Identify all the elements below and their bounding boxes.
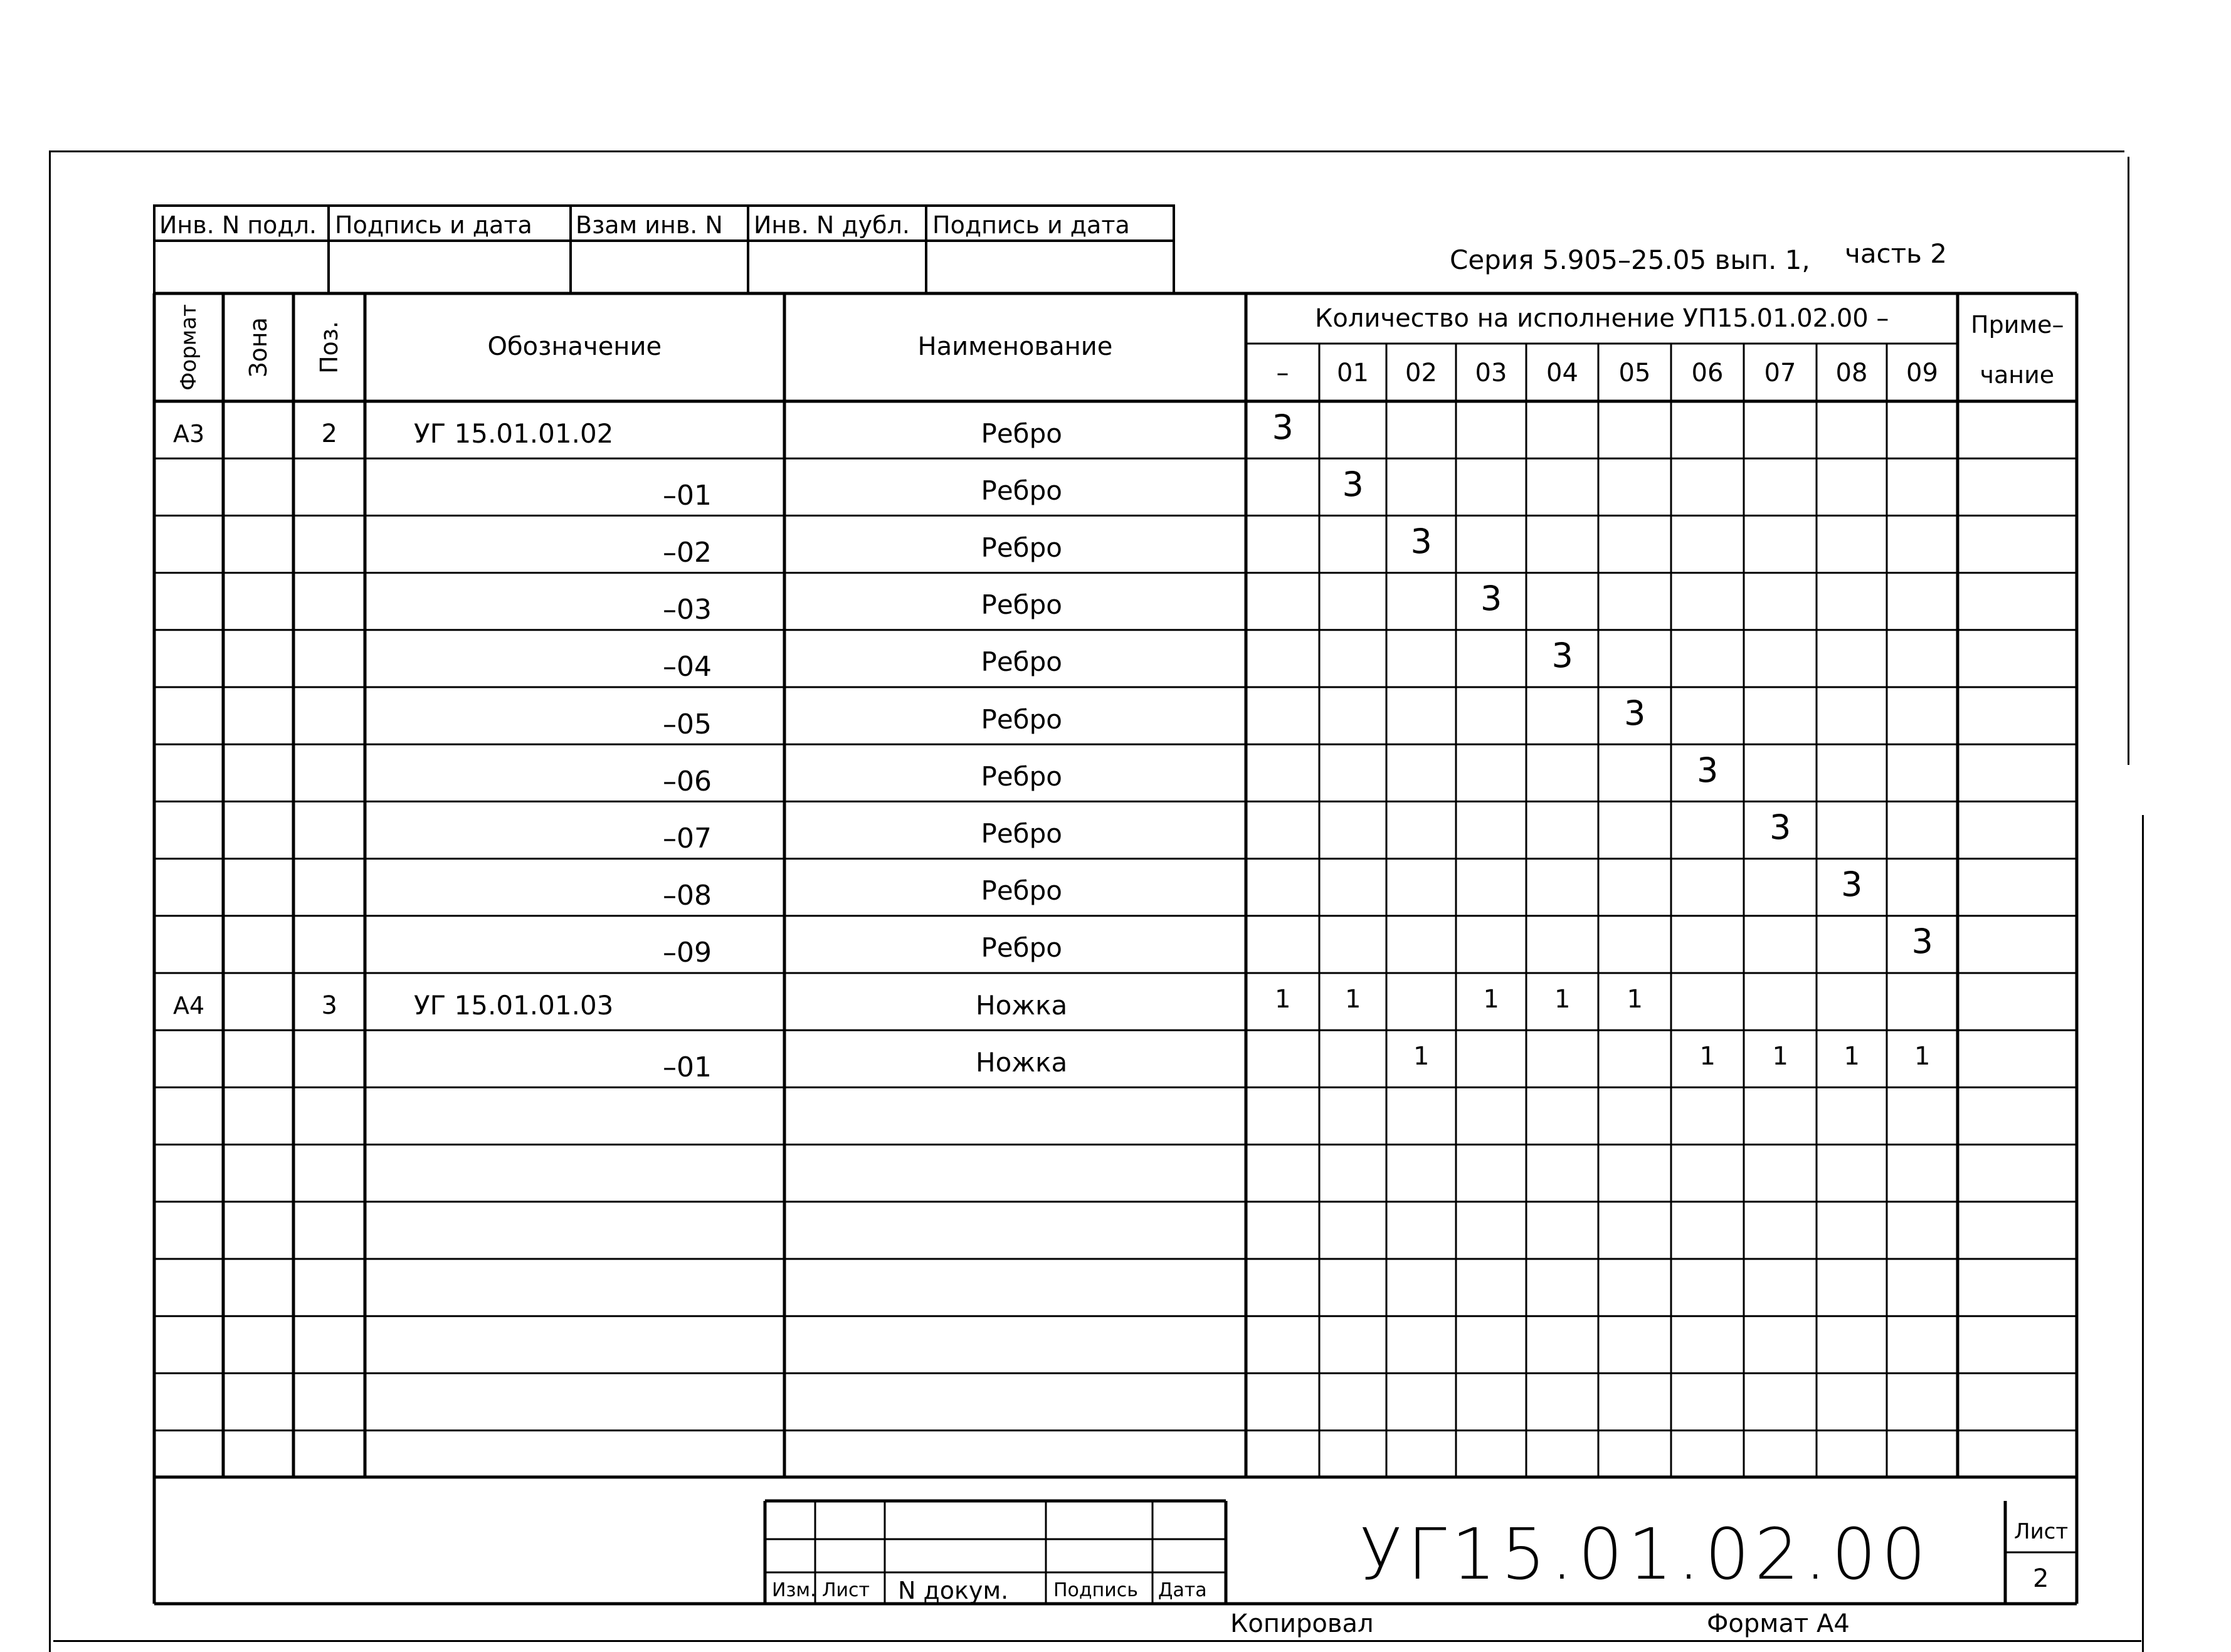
row-quantity: 1 xyxy=(1413,1041,1430,1071)
row-name: Ребро xyxy=(981,532,1062,563)
row-quantity: 1 xyxy=(1554,984,1571,1014)
row-quantity: 1 xyxy=(1843,1041,1860,1071)
row-designation-suffix: –03 xyxy=(663,594,712,626)
stamp-header-signature-date-2: Подпись и дата xyxy=(932,211,1130,239)
row-name: Ребро xyxy=(981,418,1062,449)
row-designation-suffix: –04 xyxy=(663,651,712,683)
title-label-list: Лист xyxy=(822,1579,870,1601)
header-variant-03: 03 xyxy=(1475,359,1507,387)
row-name: Ребро xyxy=(981,475,1062,506)
stamp-header-inv-podl: Инв. N подл. xyxy=(159,211,317,239)
row-designation-suffix: –02 xyxy=(663,537,712,569)
row-designation: УГ 15.01.01.03 xyxy=(414,989,614,1021)
row-quantity: 1 xyxy=(1914,1041,1931,1071)
series-part: часть 2 xyxy=(1845,238,1947,269)
header-note-line2: чание xyxy=(1980,361,2055,389)
header-variant-09: 09 xyxy=(1906,359,1938,387)
header-variant-06: 06 xyxy=(1691,359,1724,387)
row-quantity: 3 xyxy=(1342,464,1364,504)
row-quantity: 3 xyxy=(1551,636,1573,676)
row-quantity: 3 xyxy=(1410,522,1432,561)
row-name: Ножка xyxy=(976,989,1068,1021)
row-designation-suffix: –09 xyxy=(663,937,712,969)
row-quantity: 3 xyxy=(1911,922,1933,962)
header-note-line1: Приме– xyxy=(1971,311,2064,339)
header-name: Наименование xyxy=(917,332,1113,361)
row-quantity: 3 xyxy=(1697,750,1719,790)
row-designation-suffix: –06 xyxy=(663,765,712,797)
header-variant-08: 08 xyxy=(1835,359,1868,387)
series-label: Серия 5.905–25.05 вып. 1, xyxy=(1450,245,1810,275)
row-name: Ребро xyxy=(981,760,1062,792)
row-name: Ребро xyxy=(981,818,1062,849)
header-variant-01: 01 xyxy=(1337,359,1369,387)
row-pos: 3 xyxy=(321,991,337,1020)
header-zone: Зона xyxy=(245,317,272,377)
title-label-doc-number: N докум. xyxy=(898,1577,1009,1604)
row-quantity: 1 xyxy=(1345,984,1361,1014)
row-designation-suffix: –08 xyxy=(663,880,712,912)
row-quantity: 3 xyxy=(1841,865,1863,905)
header-designation: Обозначение xyxy=(487,332,662,361)
footer-copied: Копировал xyxy=(1230,1609,1374,1638)
row-designation-suffix: –07 xyxy=(663,823,712,855)
row-format: А3 xyxy=(173,419,205,448)
row-quantity: 1 xyxy=(1275,984,1291,1014)
row-quantity: 3 xyxy=(1272,407,1294,447)
row-pos: 2 xyxy=(321,419,337,448)
row-quantity: 1 xyxy=(1699,1041,1716,1071)
row-quantity: 1 xyxy=(1627,984,1643,1014)
header-variant-02: 02 xyxy=(1405,359,1437,387)
row-name: Ребро xyxy=(981,875,1062,907)
stamp-header-vzam-inv: Взам инв. N xyxy=(576,211,723,239)
row-quantity: 1 xyxy=(1772,1041,1788,1071)
row-quantity: 3 xyxy=(1480,579,1502,619)
header-pos: Поз. xyxy=(315,320,343,374)
row-name: Ребро xyxy=(981,932,1062,964)
row-name: Ребро xyxy=(981,589,1062,621)
stamp-header-inv-dubl: Инв. N дубл. xyxy=(754,211,910,239)
header-format: Формат xyxy=(176,304,201,391)
row-name: Ребро xyxy=(981,703,1062,735)
row-designation-suffix: –01 xyxy=(663,1051,712,1083)
title-label-izm: Изм. xyxy=(772,1579,816,1601)
header-variant-04: 04 xyxy=(1546,359,1578,387)
row-format: А4 xyxy=(173,991,205,1019)
row-designation-suffix: –05 xyxy=(663,708,712,740)
footer-format: Формат А4 xyxy=(1707,1609,1850,1638)
sheet-number: 2 xyxy=(2033,1564,2049,1593)
header-quantity: Количество на исполнение УП15.01.02.00 – xyxy=(1315,304,1889,333)
header-variant-base: – xyxy=(1276,359,1289,387)
row-designation: УГ 15.01.01.02 xyxy=(414,418,614,449)
row-quantity: 3 xyxy=(1770,808,1791,847)
sheet-label: Лист xyxy=(2014,1519,2069,1544)
row-name: Ребро xyxy=(981,646,1062,678)
header-variant-07: 07 xyxy=(1764,359,1796,387)
row-quantity: 1 xyxy=(1483,984,1499,1014)
stamp-header-signature-date-1: Подпись и дата xyxy=(335,211,532,239)
header-variant-05: 05 xyxy=(1618,359,1651,387)
row-quantity: 3 xyxy=(1624,693,1646,733)
title-label-date: Дата xyxy=(1158,1579,1207,1601)
title-label-signature: Подпись xyxy=(1053,1579,1138,1601)
row-name: Ножка xyxy=(976,1046,1068,1078)
document-number: УГ15.01.02.00 xyxy=(1359,1514,1931,1596)
row-designation-suffix: –01 xyxy=(663,479,712,512)
